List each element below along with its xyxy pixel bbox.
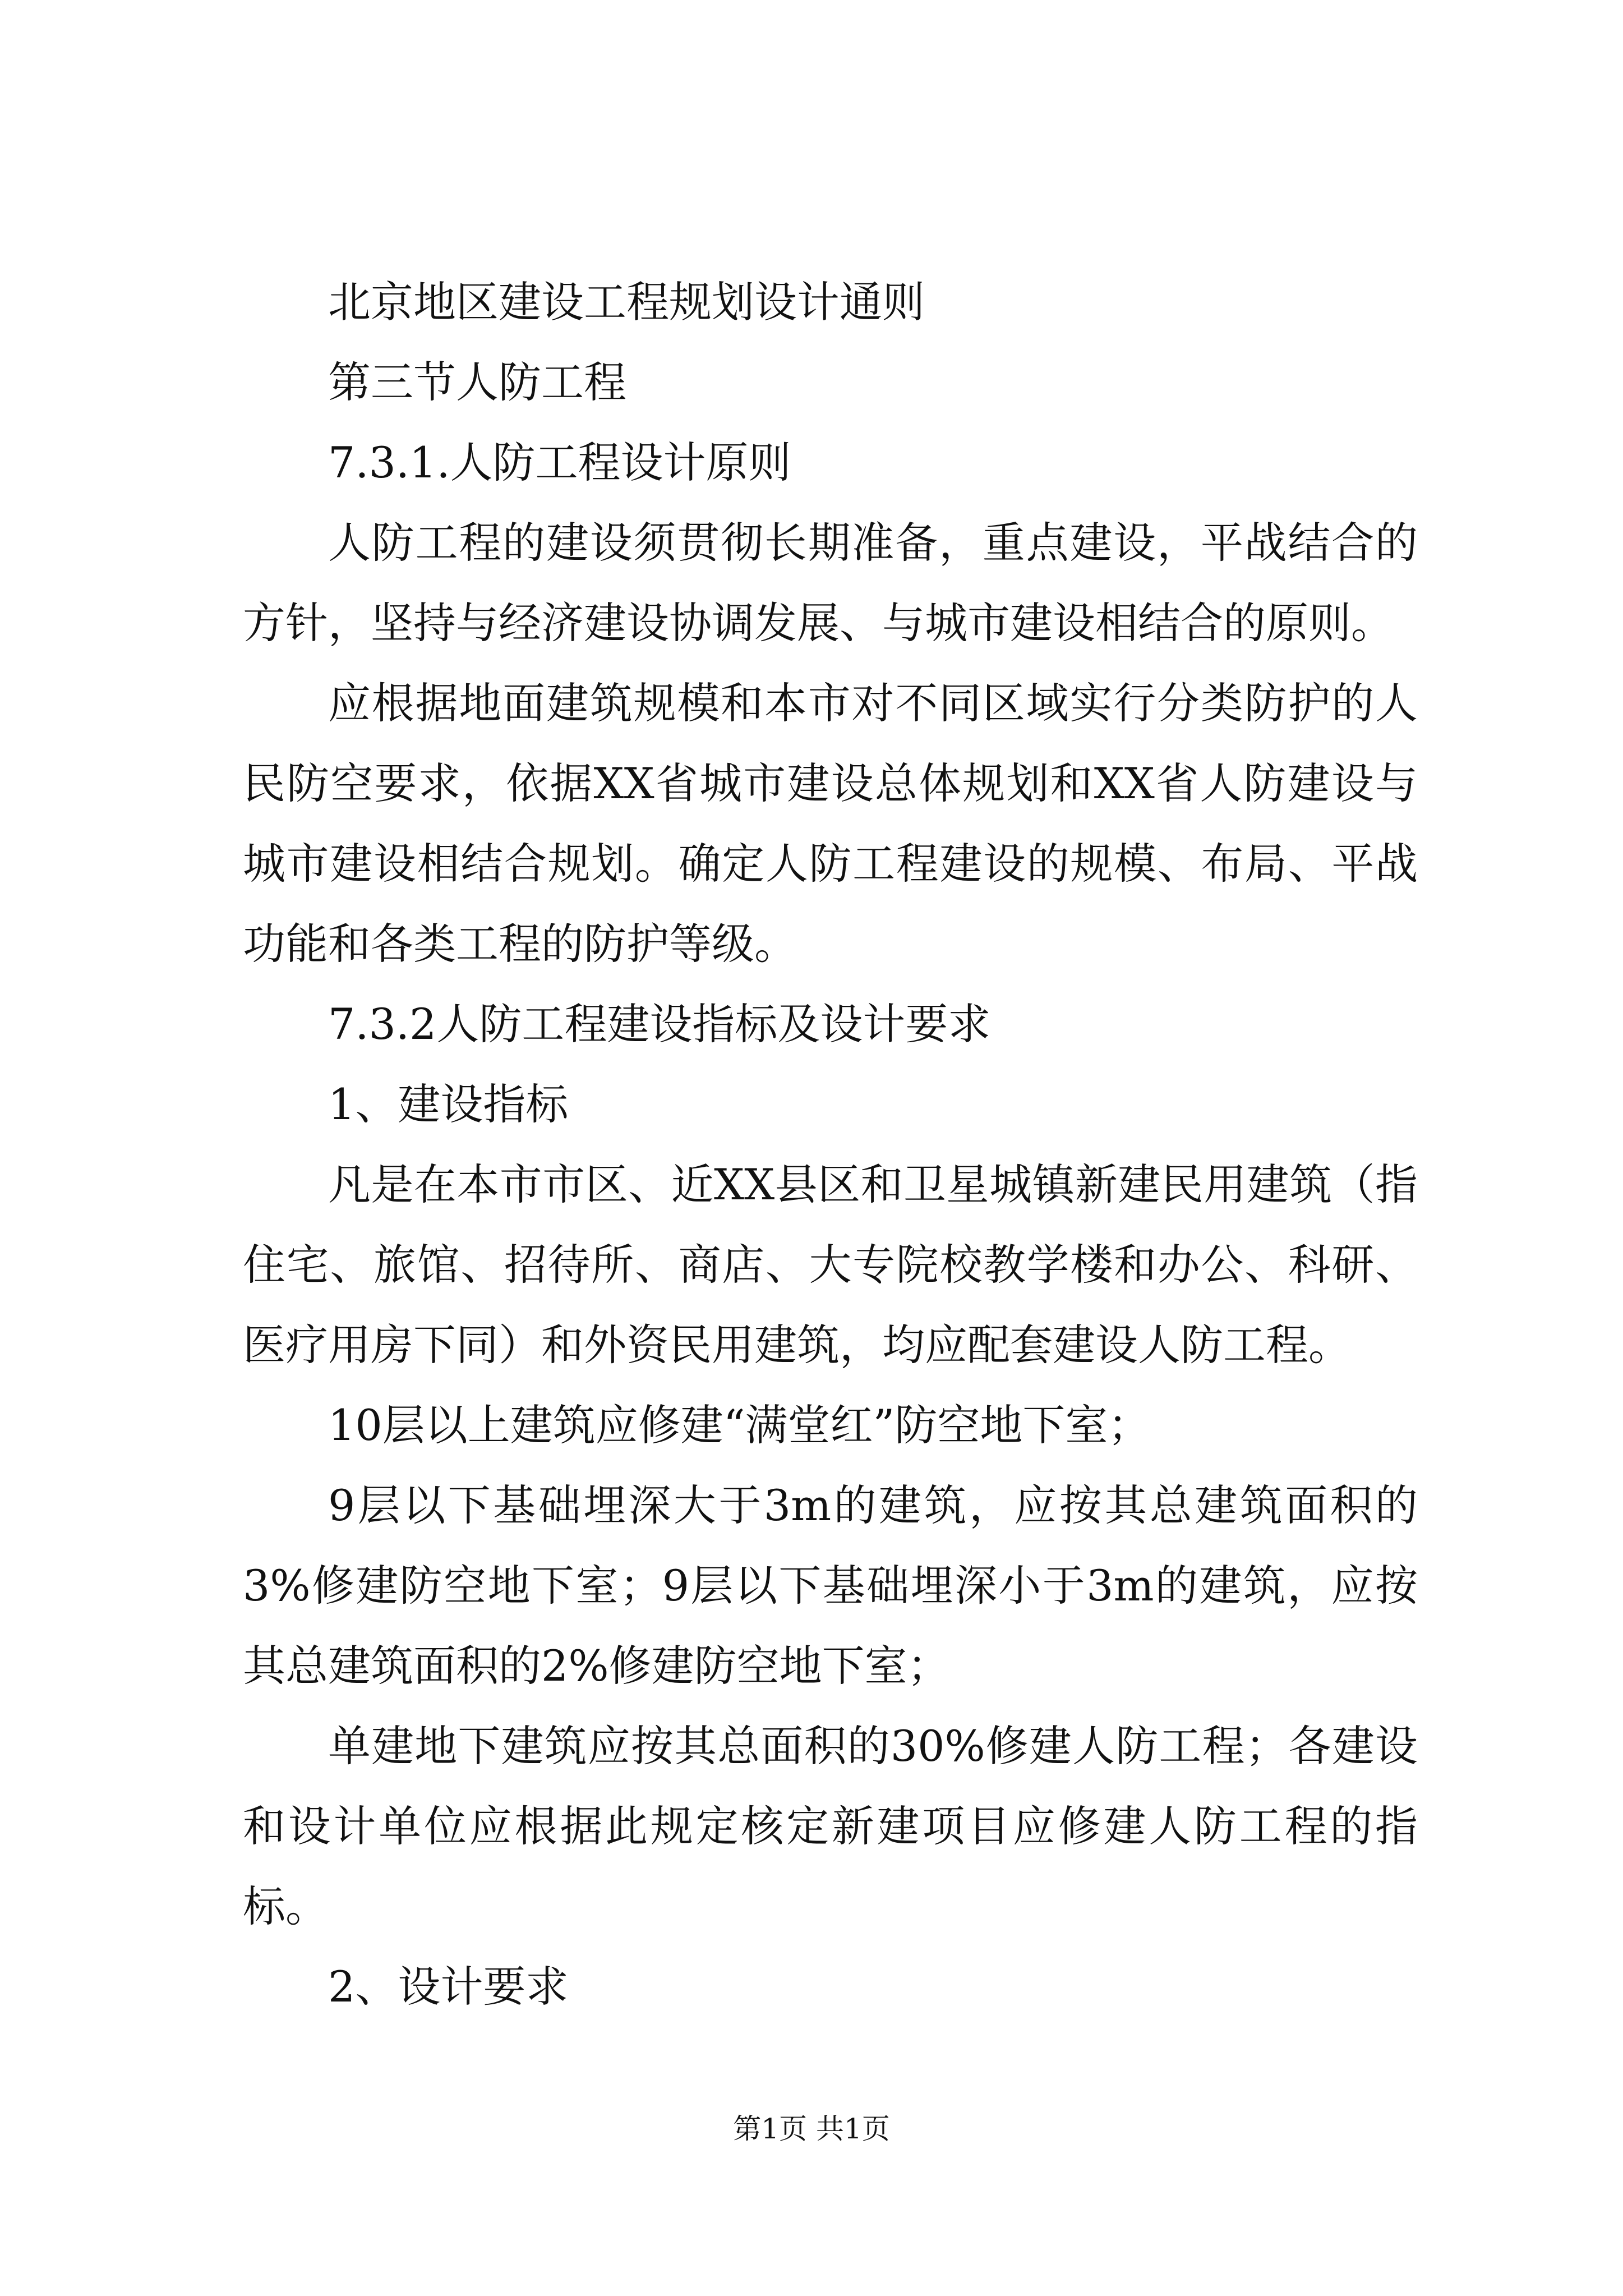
body-paragraph: 9层以下基础埋深大于3m的建筑，应按其总建筑面积的3%修建防空地下室；9层以下基础埋深小于3m的建筑，应按其总建筑面积的2%修建防空地下室；: [243, 1480, 1418, 1691]
list-heading: 1、建设指标: [328, 1079, 569, 1129]
body-paragraph: 凡是在本市市区、近XX县区和卫星城镇新建民用建筑（指住宅、旅馆、招待所、商店、大专院校教学楼和办公、科研、医疗用房下同）和外资民用建筑，均应配套建设人防工程。: [243, 1159, 1418, 1370]
body-paragraph: 应根据地面建筑规模和本市对不同区域实行分类防护的人民防空要求，依据XX省城市建设总体规划和XX省人防建设与城市建设相结合规划。确定人防工程建设的规模、布局、平战功能和各类工程的防护等级。: [243, 678, 1418, 969]
page-footer: 第1页 共1页: [733, 2113, 890, 2145]
body-paragraph: 10层以上建筑应修建“满堂红”防空地下室；: [328, 1400, 1151, 1450]
section-heading: 第三节人防工程: [328, 357, 626, 407]
body-paragraph: 人防工程的建设须贯彻长期准备，重点建设，平战结合的方针，坚持与经济建设协调发展、与城市建设相结合的原则。: [243, 518, 1418, 648]
body-paragraph: 单建地下建筑应按其总面积的30%修建人防工程；各建设和设计单位应根据此规定核定新建项目应修建人防工程的指标。: [243, 1721, 1418, 1931]
document-body: [243, 262, 1418, 2027]
subsection-heading: 7.3.2人防工程建设指标及设计要求: [328, 999, 991, 1049]
document-title: 北京地区建设工程规划设计通则: [328, 277, 925, 327]
list-heading: 2、设计要求: [328, 1962, 569, 2012]
subsection-heading: 7.3.1.人防工程设计原则: [328, 438, 791, 487]
